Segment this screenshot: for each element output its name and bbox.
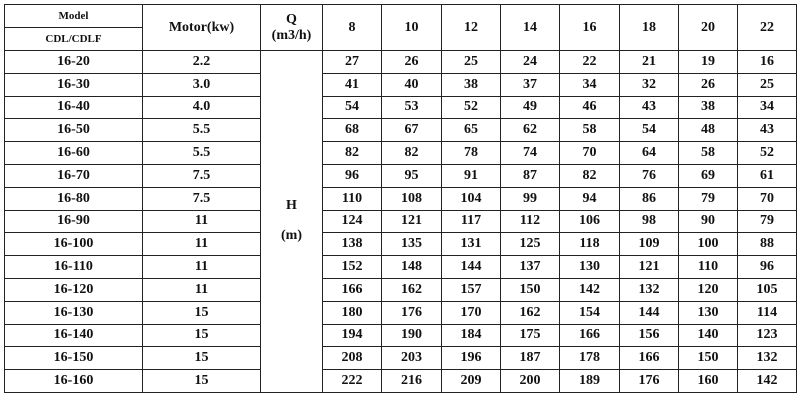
- model-cell: 16-20: [5, 51, 143, 74]
- table-row: [5, 142, 797, 165]
- head-value-cell: 26: [382, 51, 442, 74]
- motor-cell: 5.5: [143, 142, 261, 165]
- head-value-cell: 58: [679, 142, 738, 165]
- head-value-cell: 67: [382, 119, 442, 142]
- head-value-cell: 154: [560, 301, 620, 324]
- performance-table-container: [4, 4, 797, 393]
- head-value-cell: 144: [442, 256, 501, 279]
- head-value-cell: 110: [679, 256, 738, 279]
- head-value-cell: 196: [442, 347, 501, 370]
- head-value-cell: 137: [501, 256, 560, 279]
- head-value-cell: 79: [738, 210, 797, 233]
- head-value-cell: 53: [382, 96, 442, 119]
- table-row: [5, 73, 797, 96]
- head-value-cell: 132: [738, 347, 797, 370]
- flow-value-header: 10: [382, 5, 442, 51]
- head-value-cell: 120: [679, 278, 738, 301]
- model-header: Model: [5, 5, 143, 28]
- table-row: [5, 278, 797, 301]
- head-value-cell: 34: [738, 96, 797, 119]
- head-label-cell: [261, 51, 323, 393]
- head-value-cell: 148: [382, 256, 442, 279]
- head-value-cell: 121: [382, 210, 442, 233]
- head-value-cell: 52: [442, 96, 501, 119]
- model-cell: 16-70: [5, 164, 143, 187]
- head-value-cell: 131: [442, 233, 501, 256]
- head-value-cell: 109: [620, 233, 679, 256]
- table-row: [5, 256, 797, 279]
- motor-cell: 11: [143, 210, 261, 233]
- head-value-cell: 105: [738, 278, 797, 301]
- head-unit: (m): [281, 228, 302, 244]
- table-row: [5, 324, 797, 347]
- head-value-cell: 104: [442, 187, 501, 210]
- head-value-cell: 125: [501, 233, 560, 256]
- model-cell: 16-120: [5, 278, 143, 301]
- model-cell: 16-140: [5, 324, 143, 347]
- head-value-cell: 34: [560, 73, 620, 96]
- head-value-cell: 117: [442, 210, 501, 233]
- head-value-cell: 178: [560, 347, 620, 370]
- head-value-cell: 70: [738, 187, 797, 210]
- model-cell: 16-30: [5, 73, 143, 96]
- head-value-cell: 124: [323, 210, 382, 233]
- head-value-cell: 38: [679, 96, 738, 119]
- motor-cell: 3.0: [143, 73, 261, 96]
- motor-header: Motor(kw): [143, 5, 261, 51]
- flow-value-header: 22: [738, 5, 797, 51]
- head-value-cell: 100: [679, 233, 738, 256]
- head-value-cell: 52: [738, 142, 797, 165]
- head-value-cell: 65: [442, 119, 501, 142]
- head-value-cell: 184: [442, 324, 501, 347]
- head-value-cell: 203: [382, 347, 442, 370]
- head-value-cell: 140: [679, 324, 738, 347]
- head-value-cell: 166: [560, 324, 620, 347]
- head-value-cell: 62: [501, 119, 560, 142]
- head-value-cell: 142: [738, 370, 797, 393]
- head-value-cell: 118: [560, 233, 620, 256]
- table-row: [5, 119, 797, 142]
- head-value-cell: 88: [738, 233, 797, 256]
- flow-value-header: 12: [442, 5, 501, 51]
- head-value-cell: 144: [620, 301, 679, 324]
- motor-cell: 11: [143, 278, 261, 301]
- head-value-cell: 166: [323, 278, 382, 301]
- head-value-cell: 86: [620, 187, 679, 210]
- head-value-cell: 54: [620, 119, 679, 142]
- table-row: [5, 370, 797, 393]
- head-value-cell: 160: [679, 370, 738, 393]
- head-value-cell: 187: [501, 347, 560, 370]
- head-value-cell: 79: [679, 187, 738, 210]
- head-value-cell: 208: [323, 347, 382, 370]
- model-cell: 16-50: [5, 119, 143, 142]
- head-value-cell: 24: [501, 51, 560, 74]
- flow-header-unit: (m3/h): [271, 27, 312, 43]
- head-value-cell: 157: [442, 278, 501, 301]
- head-value-cell: 194: [323, 324, 382, 347]
- head-value-cell: 132: [620, 278, 679, 301]
- head-value-cell: 54: [323, 96, 382, 119]
- head-value-cell: 123: [738, 324, 797, 347]
- head-value-cell: 25: [442, 51, 501, 74]
- table-row: [5, 347, 797, 370]
- head-value-cell: 70: [560, 142, 620, 165]
- head-value-cell: 162: [501, 301, 560, 324]
- head-value-cell: 94: [560, 187, 620, 210]
- head-value-cell: 175: [501, 324, 560, 347]
- header-row-1: [5, 5, 797, 28]
- head-value-cell: 209: [442, 370, 501, 393]
- motor-cell: 7.5: [143, 187, 261, 210]
- model-series-header: CDL/CDLF: [5, 28, 143, 51]
- motor-cell: 15: [143, 301, 261, 324]
- model-cell: 16-40: [5, 96, 143, 119]
- motor-cell: 7.5: [143, 164, 261, 187]
- head-value-cell: 68: [323, 119, 382, 142]
- head-value-cell: 58: [560, 119, 620, 142]
- head-value-cell: 176: [382, 301, 442, 324]
- head-value-cell: 41: [323, 73, 382, 96]
- motor-cell: 2.2: [143, 51, 261, 74]
- head-value-cell: 87: [501, 164, 560, 187]
- head-value-cell: 38: [442, 73, 501, 96]
- motor-cell: 15: [143, 347, 261, 370]
- head-value-cell: 216: [382, 370, 442, 393]
- head-value-cell: 200: [501, 370, 560, 393]
- model-cell: 16-130: [5, 301, 143, 324]
- head-value-cell: 90: [679, 210, 738, 233]
- model-cell: 16-60: [5, 142, 143, 165]
- motor-cell: 11: [143, 256, 261, 279]
- head-value-cell: 150: [501, 278, 560, 301]
- table-row: [5, 96, 797, 119]
- flow-value-header: 14: [501, 5, 560, 51]
- motor-cell: 4.0: [143, 96, 261, 119]
- head-value-cell: 98: [620, 210, 679, 233]
- head-value-cell: 19: [679, 51, 738, 74]
- head-value-cell: 106: [560, 210, 620, 233]
- head-value-cell: 61: [738, 164, 797, 187]
- head-value-cell: 96: [738, 256, 797, 279]
- head-value-cell: 114: [738, 301, 797, 324]
- head-value-cell: 189: [560, 370, 620, 393]
- table-row: [5, 164, 797, 187]
- head-value-cell: 190: [382, 324, 442, 347]
- head-value-cell: 130: [560, 256, 620, 279]
- head-value-cell: 162: [382, 278, 442, 301]
- flow-header-label: Q: [286, 11, 297, 27]
- head-value-cell: 37: [501, 73, 560, 96]
- head-value-cell: 32: [620, 73, 679, 96]
- head-value-cell: 112: [501, 210, 560, 233]
- motor-cell: 15: [143, 324, 261, 347]
- flow-value-header: 16: [560, 5, 620, 51]
- head-value-cell: 156: [620, 324, 679, 347]
- head-value-cell: 25: [738, 73, 797, 96]
- head-value-cell: 138: [323, 233, 382, 256]
- head-value-cell: 142: [560, 278, 620, 301]
- head-value-cell: 110: [323, 187, 382, 210]
- table-row: [5, 210, 797, 233]
- head-value-cell: 95: [382, 164, 442, 187]
- head-value-cell: 76: [620, 164, 679, 187]
- head-value-cell: 180: [323, 301, 382, 324]
- model-cell: 16-150: [5, 347, 143, 370]
- table-row: [5, 301, 797, 324]
- head-value-cell: 49: [501, 96, 560, 119]
- model-cell: 16-100: [5, 233, 143, 256]
- head-value-cell: 16: [738, 51, 797, 74]
- head-value-cell: 82: [382, 142, 442, 165]
- flow-header: [261, 5, 323, 51]
- model-cell: 16-160: [5, 370, 143, 393]
- head-value-cell: 27: [323, 51, 382, 74]
- head-value-cell: 152: [323, 256, 382, 279]
- head-value-cell: 69: [679, 164, 738, 187]
- head-label: H: [286, 198, 297, 214]
- flow-value-header: 18: [620, 5, 679, 51]
- pump-performance-table: [4, 4, 797, 393]
- head-value-cell: 21: [620, 51, 679, 74]
- model-cell: 16-110: [5, 256, 143, 279]
- head-value-cell: 64: [620, 142, 679, 165]
- head-value-cell: 82: [560, 164, 620, 187]
- head-value-cell: 26: [679, 73, 738, 96]
- head-value-cell: 40: [382, 73, 442, 96]
- head-value-cell: 78: [442, 142, 501, 165]
- head-value-cell: 43: [738, 119, 797, 142]
- motor-cell: 15: [143, 370, 261, 393]
- head-value-cell: 130: [679, 301, 738, 324]
- table-row: [5, 233, 797, 256]
- head-value-cell: 166: [620, 347, 679, 370]
- head-value-cell: 74: [501, 142, 560, 165]
- head-value-cell: 121: [620, 256, 679, 279]
- head-value-cell: 99: [501, 187, 560, 210]
- motor-cell: 5.5: [143, 119, 261, 142]
- table-row: [5, 187, 797, 210]
- head-value-cell: 170: [442, 301, 501, 324]
- model-cell: 16-80: [5, 187, 143, 210]
- head-value-cell: 176: [620, 370, 679, 393]
- head-value-cell: 96: [323, 164, 382, 187]
- head-value-cell: 150: [679, 347, 738, 370]
- head-value-cell: 46: [560, 96, 620, 119]
- table-row: [5, 51, 797, 74]
- head-value-cell: 82: [323, 142, 382, 165]
- model-cell: 16-90: [5, 210, 143, 233]
- head-value-cell: 108: [382, 187, 442, 210]
- head-value-cell: 48: [679, 119, 738, 142]
- head-value-cell: 22: [560, 51, 620, 74]
- head-value-cell: 135: [382, 233, 442, 256]
- motor-cell: 11: [143, 233, 261, 256]
- head-value-cell: 43: [620, 96, 679, 119]
- head-value-cell: 222: [323, 370, 382, 393]
- head-value-cell: 91: [442, 164, 501, 187]
- flow-value-header: 20: [679, 5, 738, 51]
- flow-value-header: 8: [323, 5, 382, 51]
